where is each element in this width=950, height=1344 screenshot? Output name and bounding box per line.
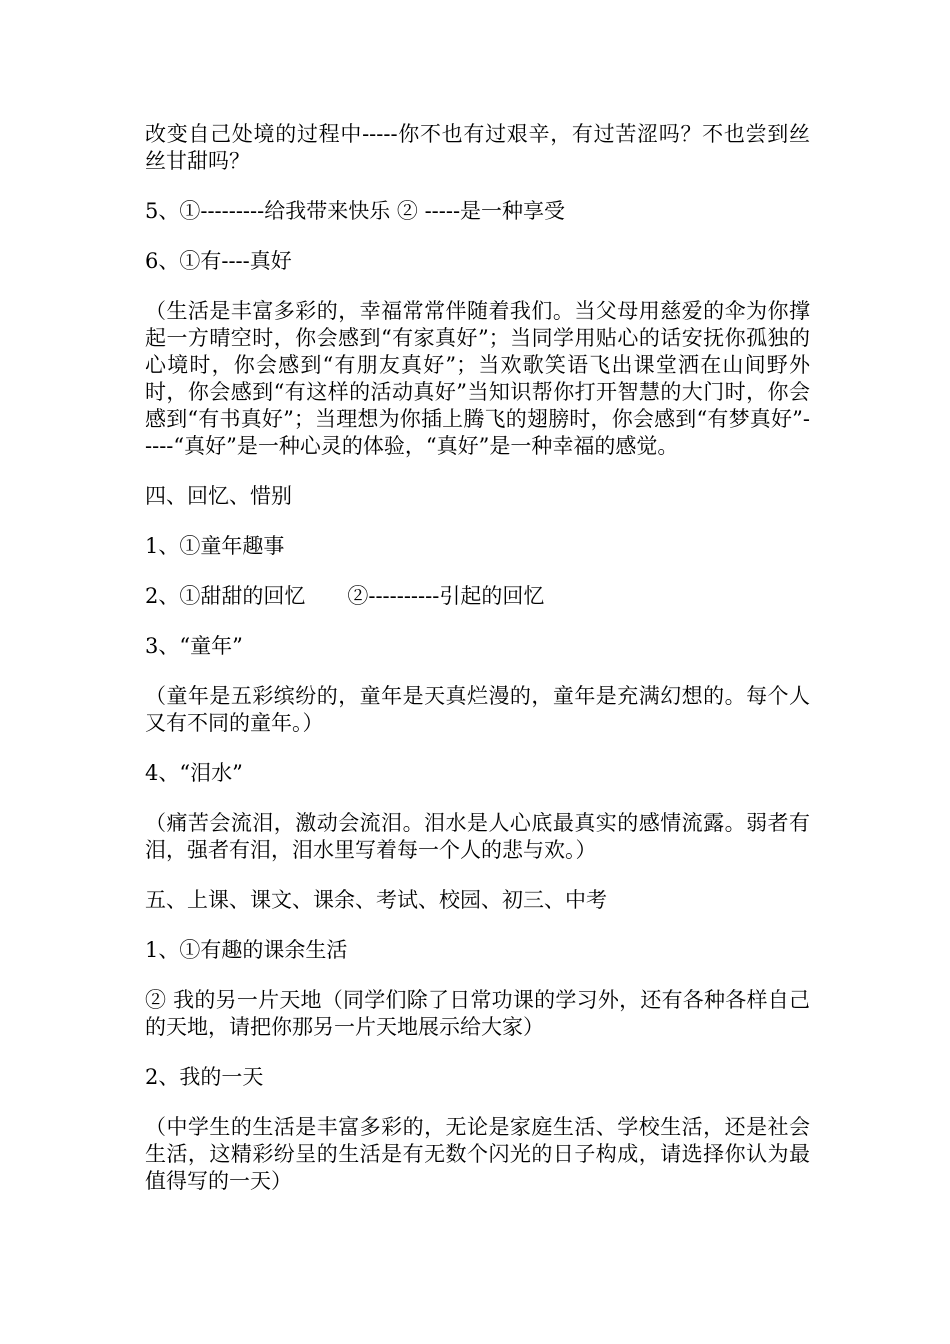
- paragraph-5-2-explanation: （中学生的生活是丰富多彩的，无论是家庭生活、学校生活，还是社会生活，这精彩纷呈的生活是有无数个闪光的日子构成，请选择你认为最值得写的一天）: [145, 1115, 810, 1193]
- paragraph-5-1-2: ② 我的另一片天地（同学们除了日常功课的学习外，还有各种各样自己的天地，请把你那另一片天地展示给大家）: [145, 988, 810, 1039]
- paragraph-5-2: 2、我的一天: [145, 1065, 264, 1089]
- paragraph-4-1: 1、①童年趣事: [145, 534, 285, 558]
- paragraph-continued-text: 改变自己处境的过程中-----你不也有过艰辛，有过苦涩吗？不也尝到丝丝甘甜吗？: [145, 122, 810, 173]
- paragraph-item-6-explanation: （生活是丰富多彩的，幸福常常伴随着我们。当父母用慈爱的伞为你撑起一方晴空时，你会感到“有家真好”；当同学用贴心的话安抚你孤独的心境时，你会感到“有朋友真好”；当欢歌笑语飞出课堂洒在山间野外时，你会感到“有这样的活动真好”当知识帮你打开智慧的大门时，你会感到“有书真好”；当理想为你插上腾飞的翅膀时，你会感到“有梦真好”-----“真好”是一种心灵的体验，“真好”是一种幸福的感觉。: [145, 299, 810, 458]
- paragraph-item-5: 5、①---------给我带来快乐 ② -----是一种享受: [145, 199, 566, 223]
- paragraph-5-1: 1、①有趣的课余生活: [145, 938, 348, 962]
- paragraph-4-2: 2、①甜甜的回忆 ②----------引起的回忆: [145, 584, 545, 608]
- paragraph-4-4-explanation: （痛苦会流泪，激动会流泪。泪水是人心底最真实的感情流露。弱者有泪，强者有泪，泪水里写着每一个人的悲与欢。）: [145, 811, 810, 862]
- paragraph-item-6: 6、①有----真好: [145, 249, 292, 273]
- paragraph-4-3: 3、“童年”: [145, 634, 243, 658]
- section-heading-5: 五、上课、课文、课余、考试、校园、初三、中考: [145, 888, 607, 912]
- paragraph-4-4: 4、“泪水”: [145, 761, 243, 785]
- paragraph-4-3-explanation: （童年是五彩缤纷的，童年是天真烂漫的，童年是充满幻想的。每个人又有不同的童年。）: [145, 684, 810, 735]
- document-body: [145, 121, 810, 1218]
- section-heading-4: 四、回忆、惜别: [145, 484, 292, 508]
